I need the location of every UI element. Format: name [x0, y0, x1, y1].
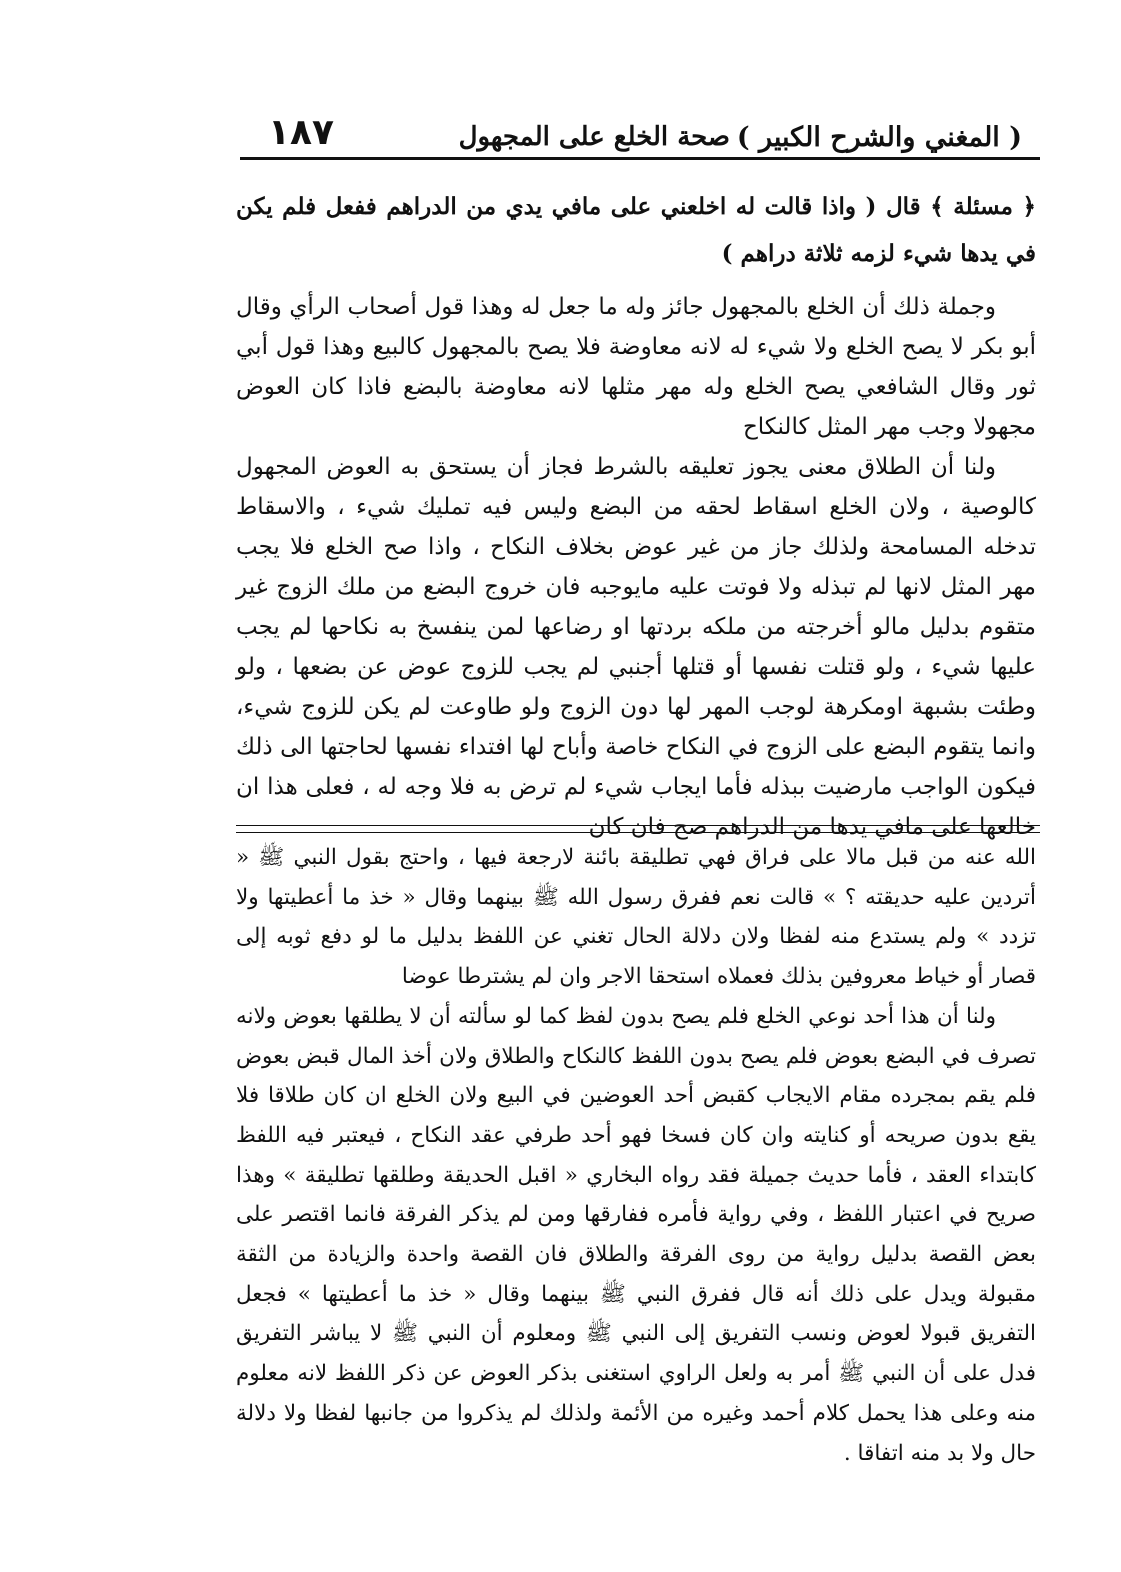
- book-title: ( المغني والشرح الكبير ): [736, 122, 1022, 153]
- running-header: [240, 108, 1040, 156]
- sharh-paragraph-2: ولنا أن هذا أحد نوعي الخلع فلم يصح بدون لفظ كما لو سألته أن لا يطلقها بعوض ولانه تصرف في البضع بعوض فلم يصح بدون اللفظ كالنكاح والطلاق ولان أخذ المال قبض بعوض فلم يقم بمجرده مقام الايجاب كقبض أحد العوضين في البيع ولان الخلع ان كان طلاقا فلا يقع بدون صريحه أو كنايته وان كان فسخا فهو أحد طرفي عقد النكاح ، فيعتبر فيه اللفظ كابتداء العقد ، فأما حديث جميلة فقد رواه البخاري « اقبل الحديقة وطلقها تطليقة » وهذا صريح في اعتبار اللفظ ، وفي رواية فأمره ففارقها ومن لم يذكر الفرقة فانما اقتصر على بعض القصة بدليل رواية من روى الفرقة والطلاق فان القصة واحدة والزيادة من الثقة مقبولة ويدل على ذلك أنه قال ففرق النبي ﷺ بينهما وقال « خذ ما أعطيتها » فجعل التفريق قبولا لعوض ونسب التفريق إلى النبي ﷺ ومعلوم أن النبي ﷺ لا يباشر التفريق فدل على أن النبي ﷺ أمر به ولعل الراوي استغنى بذكر العوض عن ذكر اللفظ لانه معلوم منه وعلى هذا يحمل كلام أحمد وغيره من الأئمة ولذلك لم يذكروا من جانبها لفظا ولا دلالة حال ولا بد منه اتفاقا .: [236, 1003, 1036, 1466]
- masala-heading: ﴿ مسئلة ﴾ قال ( واذا قالت له اخلعني على مافي يدي من الدراهم ففعل فلم يكن في يدها شيء لزمه ثلاثة دراهم ): [236, 193, 1036, 267]
- main-paragraph-1: وجملة ذلك أن الخلع بالمجهول جائز وله ما جعل له وهذا قول أصحاب الرأي وقال أبو بكر لا يصح الخلع ولا شيء له لانه معاوضة فلا يصح بالمجهول كالبيع وهذا قول أبي ثور وقال الشافعي يصح الخلع وله مهر مثلها لانه معاوضة بالبضع فاذا كان العوض مجهولا وجب مهر المثل كالنكاح: [236, 294, 1036, 440]
- main-paragraph-2: ولنا أن الطلاق معنى يجوز تعليقه بالشرط فجاز أن يستحق به العوض المجهول كالوصية ، ولان الخلع اسقاط لحقه من البضع وليس فيه تمليك شيء ، والاسقاط تدخله المسامحة ولذلك جاز من غير عوض بخلاف النكاح ، واذا صح الخلع فلا يجب مهر المثل لانها لم تبذله ولا فوتت عليه مايوجبه فان خروج البضع من ملك الزوج غير متقوم بدليل مالو أخرجته من ملكه بردتها او رضاعها لمن ينفسخ به نكاحها لم يجب عليها شيء ، ولو قتلت نفسها أو قتلها أجنبي لم يجب للزوج عوض عن بضعها ، ولو وطئت بشبهة اومكرهة لوجب المهر لها دون الزوج ولو طاوعت لم يكن للزوج شيء، وانما يتقوم البضع على الزوج في النكاح خاصة وأباح لها افتداء نفسها لحاجتها الى ذلك فيكون الواجب مارضيت ببذله فأما ايجاب شيء لم ترض به فلا وجه له ، فعلى هذا ان خالعها على مافي يدها من الدراهم صح فان كان: [236, 454, 1036, 840]
- chapter-title: صحة الخلع على المجهول: [458, 122, 730, 152]
- main-text: [236, 183, 1036, 847]
- section-divider: [236, 825, 1040, 833]
- header-rule: [240, 157, 1040, 160]
- page-number: ١٨٧: [268, 112, 334, 153]
- sharh-text: [236, 838, 1036, 1473]
- sharh-paragraph-1: الله عنه من قبل مالا على فراق فهي تطليقة بائنة لارجعة فيها ، واحتج بقول النبي ﷺ « أتردين عليه حديقته ؟ » قالت نعم ففرق رسول الله ﷺ بينهما وقال « خذ ما أعطيتها ولا تزدد » ولم يستدع منه لفظا ولان دلالة الحال تغني عن اللفظ بدليل ما لو دفع ثوبه إلى قصار أو خياط معروفين بذلك فعملاه استحقا الاجر وان لم يشترطا عوضا: [236, 845, 1036, 990]
